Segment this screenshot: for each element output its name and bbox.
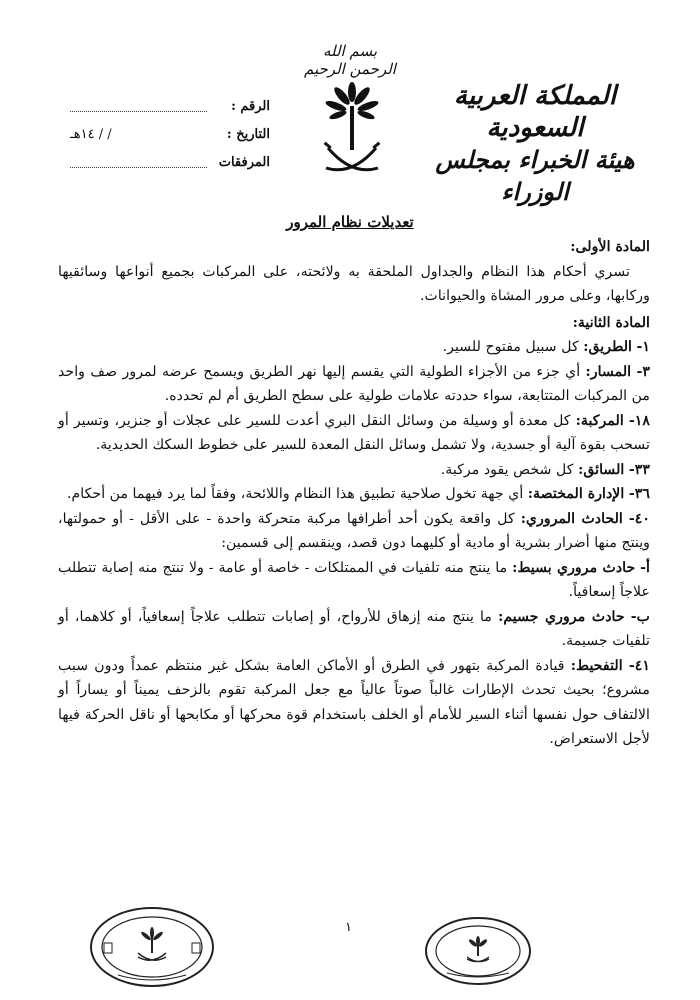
definition-text: كل معدة أو وسيلة من وسائل النقل البري أعدت للسير على عجلات أو جنزير، وتسير أو تسحب بقوة آلية أو جسدية، ولا تشمل وسائل النقل المعدة للسير على خطوط السكك الحديدية. xyxy=(58,412,650,453)
ref-row xyxy=(70,92,270,120)
definition-item xyxy=(58,458,650,483)
definition-term: المركبة: xyxy=(575,412,624,429)
document-title: تعديلات نظام المرور xyxy=(286,213,414,231)
reference-block xyxy=(70,92,270,176)
definition-term: المسار: xyxy=(585,363,632,380)
official-seal-icon xyxy=(88,905,216,989)
article-text: تسري أحكام هذا النظام والجداول الملحقة به ولائحته، على المركبات بجميع أنواعها وسائقيها وركابها، وعلى مرور المشاة والحيوانات. xyxy=(58,263,650,304)
item-number: ١- xyxy=(636,339,650,355)
date-row xyxy=(70,120,270,148)
page-number: ١ xyxy=(345,920,352,935)
definition-item xyxy=(58,409,650,458)
definition-text: كل واقعة يكون أحد أطرافها مركبة متحركة واحدة - على الأقل - أو حمولتها، وينتج منها أضرار بشرية أو مادية أو كليهما دون قصد، وينقسم إلى قسمين: xyxy=(58,510,650,551)
definition-text: كل سبيل مفتوح للسير. xyxy=(442,339,584,355)
letterhead xyxy=(410,80,660,208)
sub-number: أ- xyxy=(640,559,650,576)
subdefinition-term: حادث مروري بسيط: xyxy=(512,559,636,576)
subdefinition-text: ما ينتج منه تلفيات في الممتلكات - خاصة أو عامة - ولا تنتج منه إصابة تتطلب علاجاً إسعافياً. xyxy=(58,559,650,600)
definition-text: كل شخص يقود مركبة. xyxy=(440,461,579,478)
item-number: ٤٠- xyxy=(628,510,651,527)
date-label: التاريخ : xyxy=(226,126,270,142)
subdefinition-term: حادث مروري جسيم: xyxy=(498,608,625,625)
definition-term: السائق: xyxy=(578,461,625,478)
definition-term: الطريق: xyxy=(583,339,632,355)
item-number: ٣٣- xyxy=(628,461,650,478)
ref-blank xyxy=(70,101,207,112)
article-heading: المادة الأولى: xyxy=(570,239,650,255)
subdefinition-item xyxy=(58,556,650,605)
definition-text: أي جزء من الأجزاء الطولية التي يقسم إليها نهر الطريق ويسمح عرضه لمرور صف واحد من المركبات المتتابعة، سواء حددته علامات طولية على سطح الطريق أم لم تحدده. xyxy=(58,363,650,404)
definition-item xyxy=(58,360,650,409)
official-seal-icon xyxy=(423,915,533,987)
document-body xyxy=(58,233,650,752)
definition-term: الإدارة المختصة: xyxy=(527,486,625,502)
definition-item xyxy=(58,654,650,752)
palm-swords-emblem-icon xyxy=(322,78,382,183)
date-value: / / ١٤هـ xyxy=(70,126,112,142)
kingdom-name: المملكة العربية السعودية xyxy=(453,81,617,143)
ref-label: الرقم : xyxy=(231,98,270,114)
attachments-row xyxy=(70,148,270,176)
definition-item xyxy=(58,482,650,507)
authority-name: هيئة الخبراء بمجلس الوزراء xyxy=(435,145,635,206)
definition-item xyxy=(58,335,650,360)
definition-item xyxy=(58,507,650,556)
item-number: ١٨- xyxy=(628,412,651,429)
attachments-label: المرفقات xyxy=(218,154,270,170)
definition-text: أي جهة تخول صلاحية تطبيق هذا النظام واللائحة، وفقاً لما يرد فيهما من أحكام. xyxy=(66,486,528,502)
definition-term: التفحيط: xyxy=(570,657,623,674)
basmala: بسم الله الرحمن الرحيم xyxy=(304,42,396,78)
definition-text: قيادة المركبة بتهور في الطرق أو الأماكن العامة بشكل غير منتظم عمداً ودون سبب مشروع؛ بحيث تحدث الإطارات غالباً صوتاً عالياً مع جعل المركبة تقوم بالزحف يميناً أو يساراً أو الالتفاف حول نفسها أثناء السير للأمام أو الخلف باستخدام قوة محركها أو مكابحها أو ناقل الحركة فيها لأجل الاستعراض. xyxy=(58,657,650,747)
subdefinition-text: ما ينتج منه إزهاق للأرواح، أو إصابات تتطلب علاجاً إسعافياً، أو كلاهما، أو تلفيات جسيمة. xyxy=(58,608,650,649)
item-number: ٣- xyxy=(636,363,650,380)
attachments-blank xyxy=(70,157,207,168)
sub-number: ب- xyxy=(630,608,651,625)
item-number: ٣٦- xyxy=(628,486,650,502)
item-number: ٤١- xyxy=(628,657,651,674)
subdefinition-item xyxy=(58,605,650,654)
definition-term: الحادث المروري: xyxy=(520,510,623,527)
article-heading: المادة الثانية: xyxy=(572,314,650,331)
